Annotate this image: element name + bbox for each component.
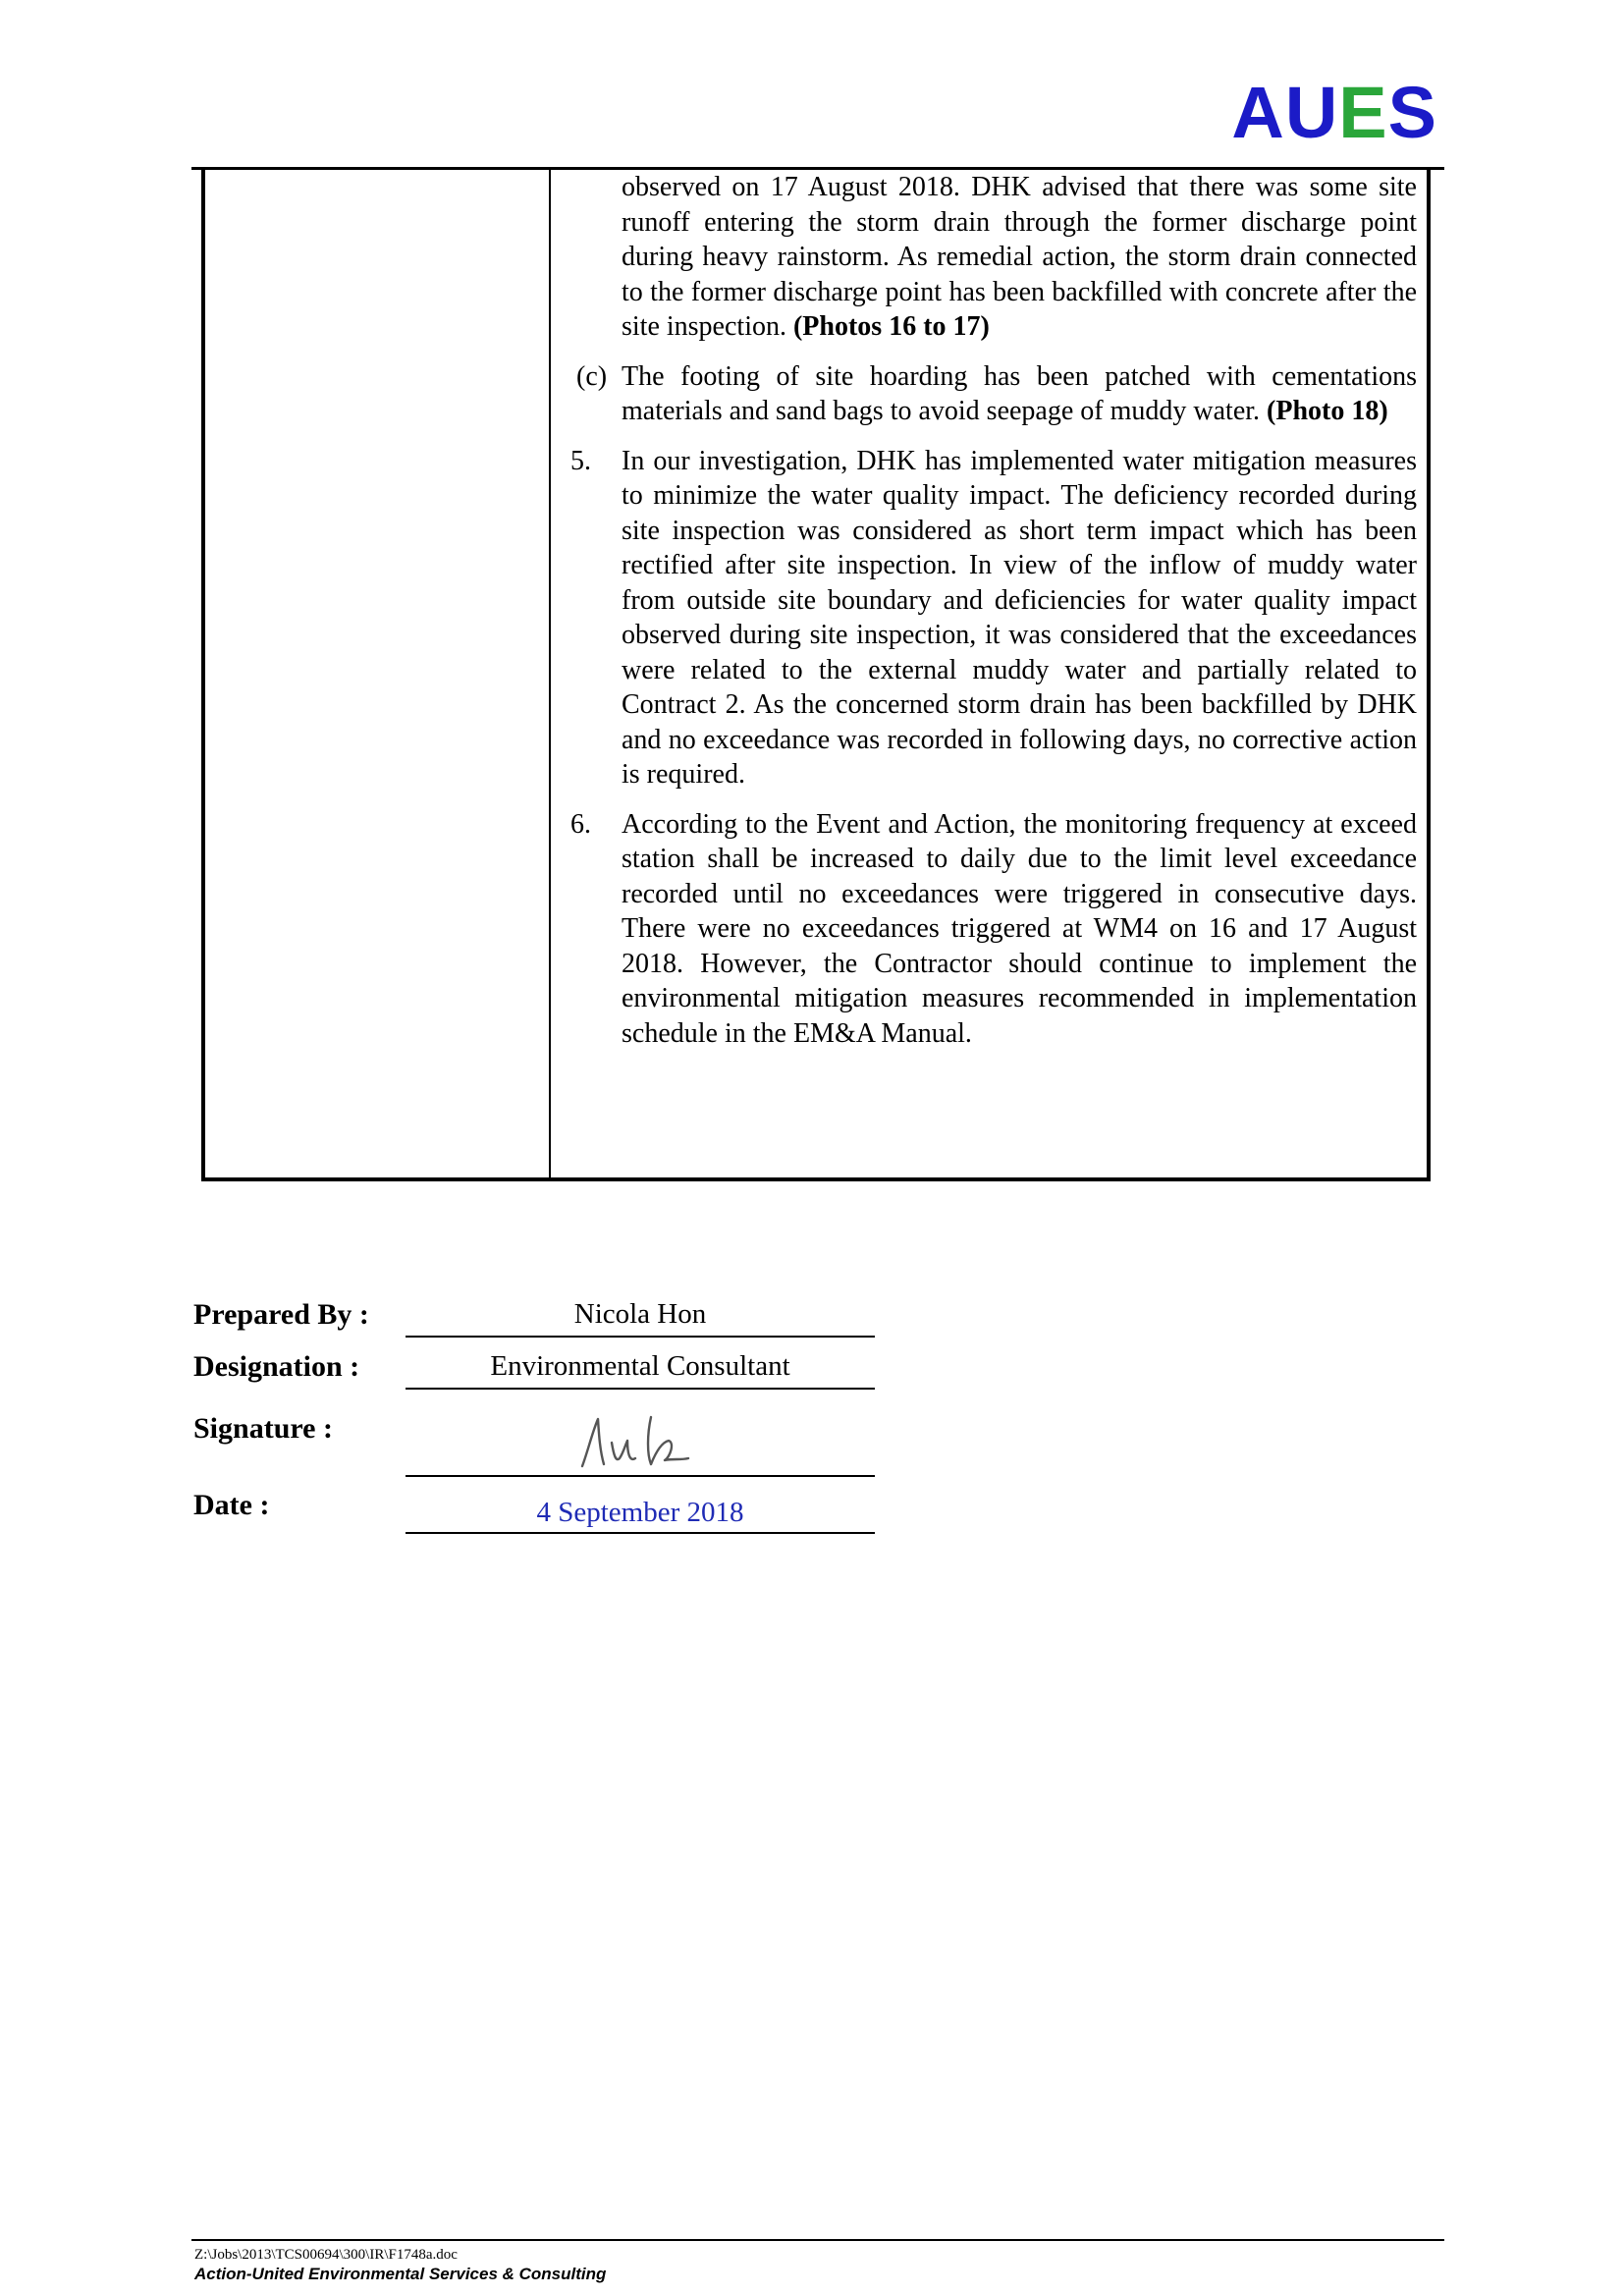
- photo-reference: (Photos 16 to 17): [792, 311, 990, 342]
- aues-logo: [1231, 72, 1437, 153]
- logo-letter-e: E: [1338, 72, 1388, 153]
- item-number: 5.: [570, 445, 591, 476]
- numbered-item-5: [563, 444, 1417, 793]
- date-label: Date :: [193, 1489, 270, 1521]
- table-content-cell: [563, 170, 1417, 1051]
- sub-item-marker: (c): [576, 360, 608, 392]
- prepared-by-label: Prepared By :: [193, 1298, 369, 1331]
- sub-item-c: [563, 359, 1417, 429]
- logo-letter-a: A: [1231, 72, 1285, 153]
- designation-line: [406, 1388, 875, 1390]
- designation-label: Designation :: [193, 1350, 360, 1383]
- item-text: In our investigation, DHK has implemented water mitigation measures to minimize the water quality impact. The deficiency recorded during site inspection was considered as short term impact which has been rectified after site inspection. In view of the inflow of muddy water from outside site boundary and deficiencies for water quality impact observed during site inspection, it was considered that the exceedances were related to the external muddy water and partially related to Contract 2. As the concerned storm drain has been backfilled by DHK and no exceedance was recorded in following days, no corrective action is required.: [622, 445, 1417, 790]
- table-column-divider: [549, 170, 551, 1177]
- designation-value: Environmental Consultant: [490, 1350, 790, 1382]
- findings-table: [201, 170, 1431, 1181]
- footer-company-name: Action-United Environmental Services & Consulting: [194, 2265, 607, 2283]
- footer-rule: [191, 2239, 1444, 2241]
- photo-reference: (Photo 18): [1267, 396, 1388, 426]
- logo-letter-s: S: [1387, 72, 1437, 153]
- numbered-item-6: [563, 807, 1417, 1052]
- continued-paragraph-text: observed on 17 August 2018. DHK advised that there was some site runoff entering the storm drain through the former discharge point during heavy rainstorm. As remedial action, the storm drain connected to the former discharge point has been backfilled with concrete after the site inspection.: [622, 172, 1417, 342]
- continued-paragraph: [563, 170, 1417, 345]
- logo-letter-u: U: [1284, 72, 1339, 153]
- footer-file-path: Z:\Jobs\2013\TCS00694\300\IR\F1748a.doc: [194, 2247, 458, 2263]
- signature-label: Signature :: [193, 1412, 333, 1445]
- date-line: [406, 1532, 875, 1534]
- prepared-by-line: [406, 1336, 875, 1338]
- item-number: 6.: [570, 808, 591, 840]
- prepared-by-value: Nicola Hon: [573, 1298, 707, 1330]
- item-text: According to the Event and Action, the monitoring frequency at exceed station shall be increased to daily due to the limit level exceedance recorded until no exceedances were triggered in consecutive days. There were no exceedances triggered at WM4 on 16 and 17 August 2018. However, the Contractor should continue to implement the environmental mitigation measures recommended in implementation schedule in the EM&A Manual.: [622, 808, 1417, 1049]
- date-value: 4 September 2018: [536, 1497, 744, 1528]
- sub-item-text: The footing of site hoarding has been patched with cementations materials and sand bags to avoid seepage of muddy water.: [622, 360, 1417, 426]
- handwritten-signature: [574, 1399, 712, 1478]
